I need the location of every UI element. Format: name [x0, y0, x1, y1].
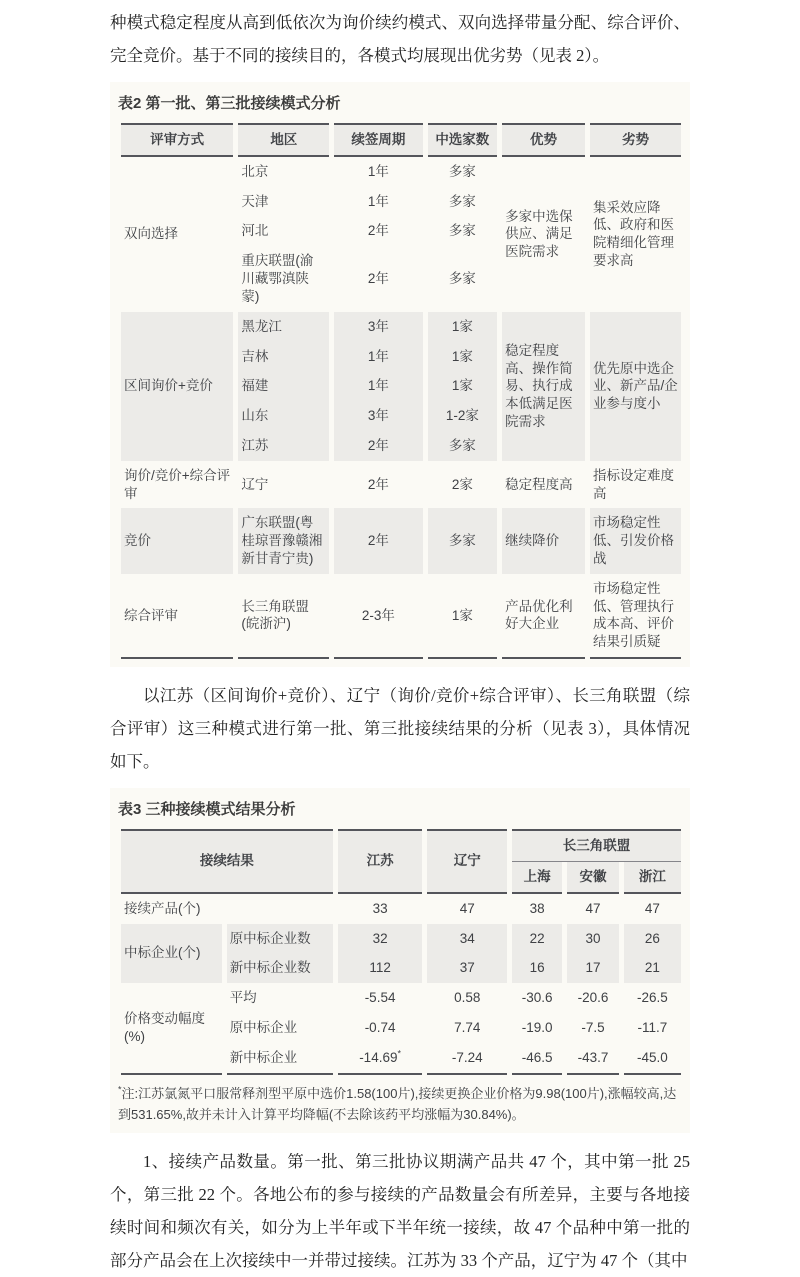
value-cell: -11.7 [637, 1019, 668, 1035]
sub-label-cell: 新中标企业 [227, 1043, 333, 1075]
period-cell: 1年 [334, 342, 422, 372]
winners-cell: 多家 [448, 193, 476, 209]
region-cell: 天津 [241, 193, 269, 209]
mode-cell: 询价/竞价+综合评审 [124, 467, 231, 501]
col-header-yangtze-delta: 长三角联盟 [512, 829, 681, 862]
region-cell: 长三角联盟(皖浙沪) [238, 574, 329, 659]
region-cell: 山东 [238, 401, 329, 431]
disadvantage-cell: 市场稳定性低、引发价格战 [590, 508, 681, 573]
value-cell: 16 [512, 953, 562, 983]
col-header-jiangsu: 江苏 [338, 829, 423, 894]
table2-row [121, 461, 681, 509]
value-cell: -46.5 [512, 1043, 562, 1075]
table2-row [121, 157, 681, 187]
table3-block [110, 788, 690, 1133]
paragraph-middle: 以江苏（区间询价+竞价）、辽宁（询价/竞价+综合评审）、长三角联盟（综合评审）这三种模式进行第一批、第三批接续结果的分析（见表 3），具体情况如下。 [110, 686, 690, 772]
value-cell: 38 [529, 900, 545, 916]
value-cell: 47 [585, 900, 601, 916]
row-label-cell: 价格变动幅度(%) [121, 983, 222, 1074]
mode-cell: 区间询价+竞价 [121, 312, 233, 461]
value-cell: 37 [427, 953, 507, 983]
winners-cell: 1家 [428, 342, 498, 372]
advantage-cell: 稳定程度高、操作简易、执行成本低满足医院需求 [502, 312, 585, 461]
advantage-cell: 多家中选保供应、满足医院需求 [505, 208, 573, 260]
table3 [116, 829, 686, 1075]
sub-label-cell: 原中标企业 [229, 1019, 298, 1035]
value-cell: -0.74 [364, 1019, 396, 1035]
winners-cell: 1家 [428, 312, 498, 342]
table3-header-row [121, 829, 681, 862]
footnote-text: 注:江苏氯氮平口服常释剂型平原中选价1.58(100片),接续更换企业价格为9.98(100片),涨幅较高,达到531.65%,故并未计入计算平均降幅(不去除该药平均涨幅为30.84%)。 [118, 1085, 677, 1122]
document-page [110, 0, 690, 1277]
disadvantage-cell: 指标设定难度高 [593, 467, 675, 501]
region-cell: 辽宁 [241, 476, 269, 492]
value-text: -14.69 [359, 1049, 398, 1065]
value-cell: 0.58 [454, 990, 481, 1006]
winners-cell: 多家 [448, 163, 476, 179]
winners-cell: 1家 [428, 574, 498, 659]
col-header-advantage: 优势 [502, 123, 585, 157]
sub-label-cell: 新中标企业数 [227, 953, 333, 983]
winners-cell: 多家 [428, 431, 498, 461]
period-cell: 2年 [334, 431, 422, 461]
sub-label-cell: 平均 [229, 990, 257, 1006]
advantage-cell: 继续降价 [502, 508, 585, 573]
disadvantage-cell: 市场稳定性低、管理执行成本高、评价结果引质疑 [590, 574, 681, 659]
col-header-anhui: 安徽 [567, 862, 618, 894]
region-cell: 黑龙江 [238, 312, 329, 342]
value-cell: 33 [372, 900, 388, 916]
value-cell: 32 [338, 924, 423, 954]
period-cell: 3年 [334, 401, 422, 431]
paragraph-bottom: 1、接续产品数量。第一批、第三批协议期满产品共 47 个，其中第一批 25 个，第三批 22 个。各地公布的参与接续的产品数量会有所差异，主要与各地接续时间和频次有关，如分为上半年或下半年统一接续，故 47 个品种中第一批的部分产品会在上次接续中一并带过接续。江苏为 33 个产品，辽宁为 47 个（其中 [110, 1152, 690, 1271]
mode-cell: 竞价 [121, 508, 233, 573]
mode-cell: 双向选择 [124, 226, 178, 242]
period-cell: 1年 [334, 371, 422, 401]
value-cell: -19.0 [521, 1019, 553, 1035]
footnote-marker: * [118, 1084, 122, 1095]
value-cell: 112 [338, 953, 423, 983]
value-cell: -30.6 [521, 990, 553, 1006]
table3-row [121, 924, 681, 954]
table2-row [121, 312, 681, 342]
winners-cell: 多家 [428, 508, 498, 573]
value-cell: 21 [624, 953, 681, 983]
table3-footnote [118, 1083, 684, 1126]
value-cell: 47 [459, 900, 475, 916]
value-cell: -20.6 [577, 990, 609, 1006]
value-cell: -5.54 [364, 990, 396, 1006]
value-cell: 34 [427, 924, 507, 954]
period-cell: 1年 [367, 193, 389, 209]
col-header-renewal-period: 续签周期 [334, 123, 422, 157]
col-header-region: 地区 [238, 123, 329, 157]
value-cell: -7.24 [427, 1043, 507, 1075]
winners-cell: 1家 [428, 371, 498, 401]
disadvantage-cell: 集采效应降低、政府和医院精细化管理要求高 [593, 199, 675, 269]
region-cell: 北京 [241, 163, 269, 179]
region-cell: 江苏 [238, 431, 329, 461]
winners-cell: 多家 [448, 223, 476, 239]
period-cell: 3年 [334, 312, 422, 342]
winners-cell: 多家 [448, 271, 476, 287]
region-cell: 吉林 [238, 342, 329, 372]
period-cell: 2-3年 [334, 574, 422, 659]
table2 [116, 123, 686, 659]
winners-cell: 2家 [451, 476, 473, 492]
table2-block [110, 82, 690, 667]
advantage-cell: 稳定程度高 [505, 476, 573, 492]
value-cell [338, 1043, 423, 1075]
col-header-liaoning: 辽宁 [427, 829, 507, 894]
col-header-selected-count: 中选家数 [428, 123, 498, 157]
table2-header-row [121, 123, 681, 157]
value-cell: 7.74 [454, 1019, 481, 1035]
col-header-review-mode: 评审方式 [121, 123, 233, 157]
table2-title: 表2 第一批、第三批接续模式分析 [118, 95, 341, 112]
period-cell: 2年 [367, 223, 389, 239]
footnote-marker: * [397, 1048, 401, 1059]
table2-row [121, 508, 681, 573]
region-cell: 福建 [238, 371, 329, 401]
row-label-cell: 接续产品(个) [124, 900, 201, 916]
col-header-zhejiang: 浙江 [624, 862, 681, 894]
value-cell: -43.7 [567, 1043, 618, 1075]
region-cell: 广东联盟(粤桂琼晋豫赣湘新甘青宁贵) [238, 508, 329, 573]
region-cell: 重庆联盟(渝川藏鄂滇陕蒙) [241, 253, 314, 304]
value-cell: 47 [644, 900, 660, 916]
table3-row [121, 983, 681, 1013]
value-cell: 22 [512, 924, 562, 954]
value-cell: 30 [567, 924, 618, 954]
table3-row [121, 894, 681, 924]
col-header-result: 接续结果 [121, 829, 333, 894]
value-cell: 26 [624, 924, 681, 954]
value-cell: -45.0 [624, 1043, 681, 1075]
paragraph-top: 种模式稳定程度从高到低依次为询价续约模式、双向选择带量分配、综合评价、完全竞价。基于不同的接续目的，各模式均展现出优劣势（见表 2）。 [110, 13, 690, 65]
winners-cell: 1-2家 [428, 401, 498, 431]
region-cell: 河北 [241, 223, 269, 239]
mode-cell: 综合评审 [121, 574, 233, 659]
value-cell: -7.5 [581, 1019, 605, 1035]
sub-label-cell: 原中标企业数 [227, 924, 333, 954]
col-header-shanghai: 上海 [512, 862, 562, 894]
table3-title: 表3 三种接续模式结果分析 [118, 801, 296, 819]
period-cell: 2年 [367, 476, 389, 492]
advantage-cell: 产品优化利好大企业 [502, 574, 585, 659]
row-label-cell: 中标企业(个) [121, 924, 222, 984]
period-cell: 1年 [367, 163, 389, 179]
table2-row [121, 574, 681, 659]
period-cell: 2年 [367, 271, 389, 287]
value-cell: -26.5 [636, 990, 668, 1006]
period-cell: 2年 [334, 508, 422, 573]
col-header-disadvantage: 劣势 [590, 123, 681, 157]
value-cell: 17 [567, 953, 618, 983]
disadvantage-cell: 优先原中选企业、新产品/企业参与度小 [590, 312, 681, 461]
